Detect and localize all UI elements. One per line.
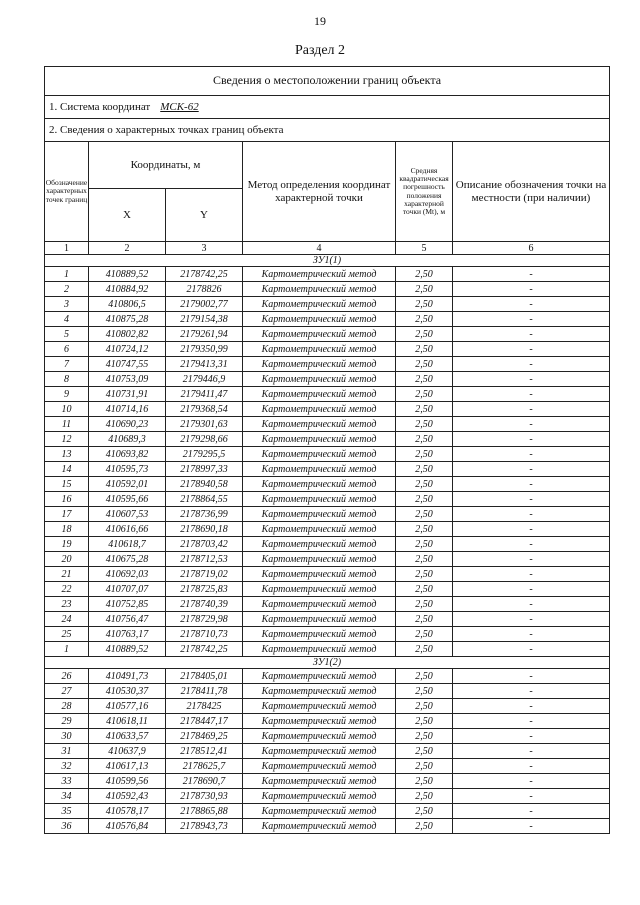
error-cell: 2,50 bbox=[396, 819, 453, 834]
point-number-cell: 6 bbox=[45, 342, 89, 357]
method-cell: Картометрический метод bbox=[243, 567, 396, 582]
x-coordinate-cell: 410731,91 bbox=[89, 387, 166, 402]
y-coordinate-cell: 2178725,83 bbox=[166, 582, 243, 597]
x-coordinate-cell: 410592,01 bbox=[89, 477, 166, 492]
y-coordinate-cell: 2178411,78 bbox=[166, 684, 243, 699]
description-cell: - bbox=[453, 729, 610, 744]
error-cell: 2,50 bbox=[396, 342, 453, 357]
table-row bbox=[45, 612, 610, 627]
column-number: 1 bbox=[45, 242, 89, 255]
method-cell: Картометрический метод bbox=[243, 282, 396, 297]
y-coordinate-cell: 2178742,25 bbox=[166, 642, 243, 657]
error-cell: 2,50 bbox=[396, 282, 453, 297]
point-number-cell: 1 bbox=[45, 642, 89, 657]
point-number-cell: 19 bbox=[45, 537, 89, 552]
point-number-cell: 27 bbox=[45, 684, 89, 699]
error-cell: 2,50 bbox=[396, 357, 453, 372]
x-coordinate-cell: 410618,7 bbox=[89, 537, 166, 552]
error-cell: 2,50 bbox=[396, 447, 453, 462]
table-row bbox=[45, 402, 610, 417]
x-coordinate-cell: 410884,92 bbox=[89, 282, 166, 297]
y-coordinate-cell: 2178864,55 bbox=[166, 492, 243, 507]
table-row bbox=[45, 342, 610, 357]
x-coordinate-cell: 410690,23 bbox=[89, 417, 166, 432]
error-cell: 2,50 bbox=[396, 297, 453, 312]
point-number-cell: 10 bbox=[45, 402, 89, 417]
table-row bbox=[45, 819, 610, 834]
error-cell: 2,50 bbox=[396, 432, 453, 447]
y-coordinate-cell: 2179002,77 bbox=[166, 297, 243, 312]
description-cell: - bbox=[453, 537, 610, 552]
method-cell: Картометрический метод bbox=[243, 819, 396, 834]
method-cell: Картометрический метод bbox=[243, 597, 396, 612]
point-number-cell: 9 bbox=[45, 387, 89, 402]
point-number-cell: 36 bbox=[45, 819, 89, 834]
error-cell: 2,50 bbox=[396, 744, 453, 759]
description-cell: - bbox=[453, 597, 610, 612]
x-coordinate-cell: 410578,17 bbox=[89, 804, 166, 819]
header-coordinates: Координаты, м bbox=[89, 142, 243, 189]
y-coordinate-cell: 2178865,88 bbox=[166, 804, 243, 819]
point-number-cell: 34 bbox=[45, 789, 89, 804]
description-cell: - bbox=[453, 714, 610, 729]
description-cell: - bbox=[453, 372, 610, 387]
method-cell: Картометрический метод bbox=[243, 684, 396, 699]
description-cell: - bbox=[453, 507, 610, 522]
point-number-cell: 26 bbox=[45, 669, 89, 684]
table-row bbox=[45, 417, 610, 432]
y-coordinate-cell: 2178742,25 bbox=[166, 267, 243, 282]
x-coordinate-cell: 410756,47 bbox=[89, 612, 166, 627]
method-cell: Картометрический метод bbox=[243, 642, 396, 657]
table-row bbox=[45, 699, 610, 714]
x-coordinate-cell: 410763,17 bbox=[89, 627, 166, 642]
table-row bbox=[45, 597, 610, 612]
method-cell: Картометрический метод bbox=[243, 522, 396, 537]
description-cell: - bbox=[453, 327, 610, 342]
error-cell: 2,50 bbox=[396, 552, 453, 567]
description-cell: - bbox=[453, 462, 610, 477]
y-coordinate-cell: 2178943,73 bbox=[166, 819, 243, 834]
y-coordinate-cell: 2178719,02 bbox=[166, 567, 243, 582]
y-coordinate-cell: 2179446,9 bbox=[166, 372, 243, 387]
method-cell: Картометрический метод bbox=[243, 759, 396, 774]
x-coordinate-cell: 410576,84 bbox=[89, 819, 166, 834]
error-cell: 2,50 bbox=[396, 417, 453, 432]
method-cell: Картометрический метод bbox=[243, 402, 396, 417]
group-title: ЗУ1(1) bbox=[45, 255, 610, 267]
point-number-cell: 16 bbox=[45, 492, 89, 507]
y-coordinate-cell: 2179261,94 bbox=[166, 327, 243, 342]
x-coordinate-cell: 410889,52 bbox=[89, 642, 166, 657]
method-cell: Картометрический метод bbox=[243, 477, 396, 492]
error-cell: 2,50 bbox=[396, 714, 453, 729]
point-number-cell: 21 bbox=[45, 567, 89, 582]
error-cell: 2,50 bbox=[396, 267, 453, 282]
point-number-cell: 1 bbox=[45, 267, 89, 282]
description-cell: - bbox=[453, 282, 610, 297]
table-row bbox=[45, 522, 610, 537]
method-cell: Картометрический метод bbox=[243, 462, 396, 477]
method-cell: Картометрический метод bbox=[243, 312, 396, 327]
description-cell: - bbox=[453, 744, 610, 759]
group-header-row bbox=[45, 255, 610, 267]
y-coordinate-cell: 2178512,41 bbox=[166, 744, 243, 759]
error-cell: 2,50 bbox=[396, 669, 453, 684]
description-cell: - bbox=[453, 447, 610, 462]
x-coordinate-cell: 410617,13 bbox=[89, 759, 166, 774]
description-cell: - bbox=[453, 417, 610, 432]
method-cell: Картометрический метод bbox=[243, 417, 396, 432]
description-cell: - bbox=[453, 774, 610, 789]
method-cell: Картометрический метод bbox=[243, 492, 396, 507]
x-coordinate-cell: 410753,09 bbox=[89, 372, 166, 387]
table-row bbox=[45, 327, 610, 342]
column-number: 3 bbox=[166, 242, 243, 255]
x-coordinate-cell: 410724,12 bbox=[89, 342, 166, 357]
group-header-row bbox=[45, 657, 610, 669]
point-number-cell: 14 bbox=[45, 462, 89, 477]
point-number-cell: 32 bbox=[45, 759, 89, 774]
y-coordinate-cell: 2178703,42 bbox=[166, 537, 243, 552]
table-row bbox=[45, 582, 610, 597]
header-y: Y bbox=[166, 189, 243, 242]
error-cell: 2,50 bbox=[396, 372, 453, 387]
description-cell: - bbox=[453, 669, 610, 684]
y-coordinate-cell: 2178826 bbox=[166, 282, 243, 297]
table-row bbox=[45, 372, 610, 387]
x-coordinate-cell: 410592,43 bbox=[89, 789, 166, 804]
error-cell: 2,50 bbox=[396, 684, 453, 699]
method-cell: Картометрический метод bbox=[243, 342, 396, 357]
y-coordinate-cell: 2178447,17 bbox=[166, 714, 243, 729]
table-row bbox=[45, 387, 610, 402]
header-point-label: Обозначение характерных точек границ bbox=[45, 142, 89, 242]
point-number-cell: 12 bbox=[45, 432, 89, 447]
table-row bbox=[45, 729, 610, 744]
y-coordinate-cell: 2179368,54 bbox=[166, 402, 243, 417]
x-coordinate-cell: 410637,9 bbox=[89, 744, 166, 759]
method-cell: Картометрический метод bbox=[243, 387, 396, 402]
y-coordinate-cell: 2179154,38 bbox=[166, 312, 243, 327]
point-number-cell: 11 bbox=[45, 417, 89, 432]
header-method: Метод определения координат характерной точки bbox=[243, 142, 396, 242]
boundary-table bbox=[44, 66, 610, 834]
point-number-cell: 20 bbox=[45, 552, 89, 567]
error-cell: 2,50 bbox=[396, 699, 453, 714]
x-coordinate-cell: 410802,82 bbox=[89, 327, 166, 342]
table-row bbox=[45, 357, 610, 372]
x-coordinate-cell: 410618,11 bbox=[89, 714, 166, 729]
y-coordinate-cell: 2178469,25 bbox=[166, 729, 243, 744]
description-cell: - bbox=[453, 642, 610, 657]
x-coordinate-cell: 410616,66 bbox=[89, 522, 166, 537]
column-number: 4 bbox=[243, 242, 396, 255]
x-coordinate-cell: 410714,16 bbox=[89, 402, 166, 417]
table-row bbox=[45, 432, 610, 447]
header-description: Описание обозначения точки на местности (при наличии) bbox=[453, 142, 610, 242]
table-row bbox=[45, 714, 610, 729]
table-row bbox=[45, 627, 610, 642]
x-coordinate-cell: 410747,55 bbox=[89, 357, 166, 372]
y-coordinate-cell: 2178690,18 bbox=[166, 522, 243, 537]
point-number-cell: 33 bbox=[45, 774, 89, 789]
x-coordinate-cell: 410633,57 bbox=[89, 729, 166, 744]
x-coordinate-cell: 410530,37 bbox=[89, 684, 166, 699]
description-cell: - bbox=[453, 582, 610, 597]
description-cell: - bbox=[453, 297, 610, 312]
description-cell: - bbox=[453, 342, 610, 357]
point-number-cell: 5 bbox=[45, 327, 89, 342]
table-row bbox=[45, 684, 610, 699]
column-number: 5 bbox=[396, 242, 453, 255]
y-coordinate-cell: 2178625,7 bbox=[166, 759, 243, 774]
table-row bbox=[45, 552, 610, 567]
x-coordinate-cell: 410875,28 bbox=[89, 312, 166, 327]
y-coordinate-cell: 2178736,99 bbox=[166, 507, 243, 522]
method-cell: Картометрический метод bbox=[243, 507, 396, 522]
y-coordinate-cell: 2179298,66 bbox=[166, 432, 243, 447]
error-cell: 2,50 bbox=[396, 642, 453, 657]
x-coordinate-cell: 410689,3 bbox=[89, 432, 166, 447]
point-number-cell: 2 bbox=[45, 282, 89, 297]
method-cell: Картометрический метод bbox=[243, 552, 396, 567]
description-cell: - bbox=[453, 432, 610, 447]
error-cell: 2,50 bbox=[396, 729, 453, 744]
method-cell: Картометрический метод bbox=[243, 327, 396, 342]
table-row bbox=[45, 759, 610, 774]
error-cell: 2,50 bbox=[396, 789, 453, 804]
header-error: Средняя квадратическая погрешность положения характерной точки (Мt), м bbox=[396, 142, 453, 242]
error-cell: 2,50 bbox=[396, 597, 453, 612]
description-cell: - bbox=[453, 312, 610, 327]
table-row bbox=[45, 744, 610, 759]
error-cell: 2,50 bbox=[396, 462, 453, 477]
method-cell: Картометрический метод bbox=[243, 789, 396, 804]
error-cell: 2,50 bbox=[396, 582, 453, 597]
table-row bbox=[45, 477, 610, 492]
table-row bbox=[45, 297, 610, 312]
y-coordinate-cell: 2178405,01 bbox=[166, 669, 243, 684]
point-number-cell: 4 bbox=[45, 312, 89, 327]
point-number-cell: 22 bbox=[45, 582, 89, 597]
description-cell: - bbox=[453, 357, 610, 372]
method-cell: Картометрический метод bbox=[243, 267, 396, 282]
point-number-cell: 3 bbox=[45, 297, 89, 312]
column-number: 6 bbox=[453, 242, 610, 255]
method-cell: Картометрический метод bbox=[243, 432, 396, 447]
x-coordinate-cell: 410889,52 bbox=[89, 267, 166, 282]
description-cell: - bbox=[453, 759, 610, 774]
point-number-cell: 13 bbox=[45, 447, 89, 462]
table-row bbox=[45, 567, 610, 582]
method-cell: Картометрический метод bbox=[243, 372, 396, 387]
x-coordinate-cell: 410675,28 bbox=[89, 552, 166, 567]
error-cell: 2,50 bbox=[396, 537, 453, 552]
y-coordinate-cell: 2178997,33 bbox=[166, 462, 243, 477]
error-cell: 2,50 bbox=[396, 387, 453, 402]
y-coordinate-cell: 2178710,73 bbox=[166, 627, 243, 642]
coordinate-system-row bbox=[45, 96, 610, 119]
error-cell: 2,50 bbox=[396, 522, 453, 537]
y-coordinate-cell: 2179413,31 bbox=[166, 357, 243, 372]
y-coordinate-cell: 2179295,5 bbox=[166, 447, 243, 462]
y-coordinate-cell: 2178690,7 bbox=[166, 774, 243, 789]
error-cell: 2,50 bbox=[396, 507, 453, 522]
section-title: Раздел 2 bbox=[294, 43, 346, 58]
page-number: 19 bbox=[314, 14, 326, 28]
method-cell: Картометрический метод bbox=[243, 744, 396, 759]
y-coordinate-cell: 2178730,93 bbox=[166, 789, 243, 804]
method-cell: Картометрический метод bbox=[243, 699, 396, 714]
description-cell: - bbox=[453, 612, 610, 627]
points-section-title: 2. Сведения о характерных точках границ объекта bbox=[45, 119, 610, 142]
error-cell: 2,50 bbox=[396, 627, 453, 642]
description-cell: - bbox=[453, 804, 610, 819]
y-coordinate-cell: 2178729,98 bbox=[166, 612, 243, 627]
point-number-cell: 31 bbox=[45, 744, 89, 759]
coordinate-system-value: МСК-62 bbox=[160, 100, 199, 113]
point-number-cell: 8 bbox=[45, 372, 89, 387]
y-coordinate-cell: 2178940,58 bbox=[166, 477, 243, 492]
error-cell: 2,50 bbox=[396, 477, 453, 492]
table-row bbox=[45, 462, 610, 477]
table-row bbox=[45, 492, 610, 507]
error-cell: 2,50 bbox=[396, 774, 453, 789]
table-row bbox=[45, 789, 610, 804]
error-cell: 2,50 bbox=[396, 327, 453, 342]
y-coordinate-cell: 2178740,39 bbox=[166, 597, 243, 612]
table-row bbox=[45, 312, 610, 327]
table-row bbox=[45, 642, 610, 657]
description-cell: - bbox=[453, 492, 610, 507]
method-cell: Картометрический метод bbox=[243, 447, 396, 462]
table-row bbox=[45, 774, 610, 789]
error-cell: 2,50 bbox=[396, 612, 453, 627]
group-title: ЗУ1(2) bbox=[45, 657, 610, 669]
error-cell: 2,50 bbox=[396, 492, 453, 507]
error-cell: 2,50 bbox=[396, 567, 453, 582]
method-cell: Картометрический метод bbox=[243, 714, 396, 729]
coordinate-system-label: 1. Система координат bbox=[49, 100, 151, 113]
method-cell: Картометрический метод bbox=[243, 612, 396, 627]
point-number-cell: 15 bbox=[45, 477, 89, 492]
y-coordinate-cell: 2179411,47 bbox=[166, 387, 243, 402]
point-number-cell: 18 bbox=[45, 522, 89, 537]
table-row bbox=[45, 804, 610, 819]
table-row bbox=[45, 447, 610, 462]
description-cell: - bbox=[453, 699, 610, 714]
description-cell: - bbox=[453, 522, 610, 537]
table-row bbox=[45, 669, 610, 684]
point-number-cell: 28 bbox=[45, 699, 89, 714]
header-x: X bbox=[89, 189, 166, 242]
table-caption: Сведения о местоположении границ объекта bbox=[45, 67, 610, 96]
description-cell: - bbox=[453, 789, 610, 804]
description-cell: - bbox=[453, 477, 610, 492]
x-coordinate-cell: 410806,5 bbox=[89, 297, 166, 312]
method-cell: Картометрический метод bbox=[243, 537, 396, 552]
table-row bbox=[45, 267, 610, 282]
error-cell: 2,50 bbox=[396, 312, 453, 327]
column-number: 2 bbox=[89, 242, 166, 255]
description-cell: - bbox=[453, 819, 610, 834]
x-coordinate-cell: 410692,03 bbox=[89, 567, 166, 582]
description-cell: - bbox=[453, 567, 610, 582]
description-cell: - bbox=[453, 684, 610, 699]
y-coordinate-cell: 2178425 bbox=[166, 699, 243, 714]
method-cell: Картометрический метод bbox=[243, 297, 396, 312]
method-cell: Картометрический метод bbox=[243, 669, 396, 684]
description-cell: - bbox=[453, 387, 610, 402]
method-cell: Картометрический метод bbox=[243, 627, 396, 642]
method-cell: Картометрический метод bbox=[243, 582, 396, 597]
error-cell: 2,50 bbox=[396, 402, 453, 417]
table-row bbox=[45, 282, 610, 297]
point-number-cell: 24 bbox=[45, 612, 89, 627]
x-coordinate-cell: 410599,56 bbox=[89, 774, 166, 789]
method-cell: Картометрический метод bbox=[243, 357, 396, 372]
point-number-cell: 30 bbox=[45, 729, 89, 744]
x-coordinate-cell: 410707,07 bbox=[89, 582, 166, 597]
x-coordinate-cell: 410595,66 bbox=[89, 492, 166, 507]
method-cell: Картометрический метод bbox=[243, 729, 396, 744]
y-coordinate-cell: 2179301,63 bbox=[166, 417, 243, 432]
description-cell: - bbox=[453, 627, 610, 642]
point-number-cell: 7 bbox=[45, 357, 89, 372]
point-number-cell: 35 bbox=[45, 804, 89, 819]
x-coordinate-cell: 410607,53 bbox=[89, 507, 166, 522]
method-cell: Картометрический метод bbox=[243, 804, 396, 819]
table-row bbox=[45, 507, 610, 522]
table-row bbox=[45, 537, 610, 552]
x-coordinate-cell: 410693,82 bbox=[89, 447, 166, 462]
point-number-cell: 25 bbox=[45, 627, 89, 642]
point-number-cell: 23 bbox=[45, 597, 89, 612]
description-cell: - bbox=[453, 552, 610, 567]
description-cell: - bbox=[453, 402, 610, 417]
point-number-cell: 17 bbox=[45, 507, 89, 522]
point-number-cell: 29 bbox=[45, 714, 89, 729]
x-coordinate-cell: 410752,85 bbox=[89, 597, 166, 612]
x-coordinate-cell: 410595,73 bbox=[89, 462, 166, 477]
error-cell: 2,50 bbox=[396, 804, 453, 819]
y-coordinate-cell: 2179350,99 bbox=[166, 342, 243, 357]
y-coordinate-cell: 2178712,53 bbox=[166, 552, 243, 567]
method-cell: Картометрический метод bbox=[243, 774, 396, 789]
x-coordinate-cell: 410577,16 bbox=[89, 699, 166, 714]
x-coordinate-cell: 410491,73 bbox=[89, 669, 166, 684]
description-cell: - bbox=[453, 267, 610, 282]
error-cell: 2,50 bbox=[396, 759, 453, 774]
